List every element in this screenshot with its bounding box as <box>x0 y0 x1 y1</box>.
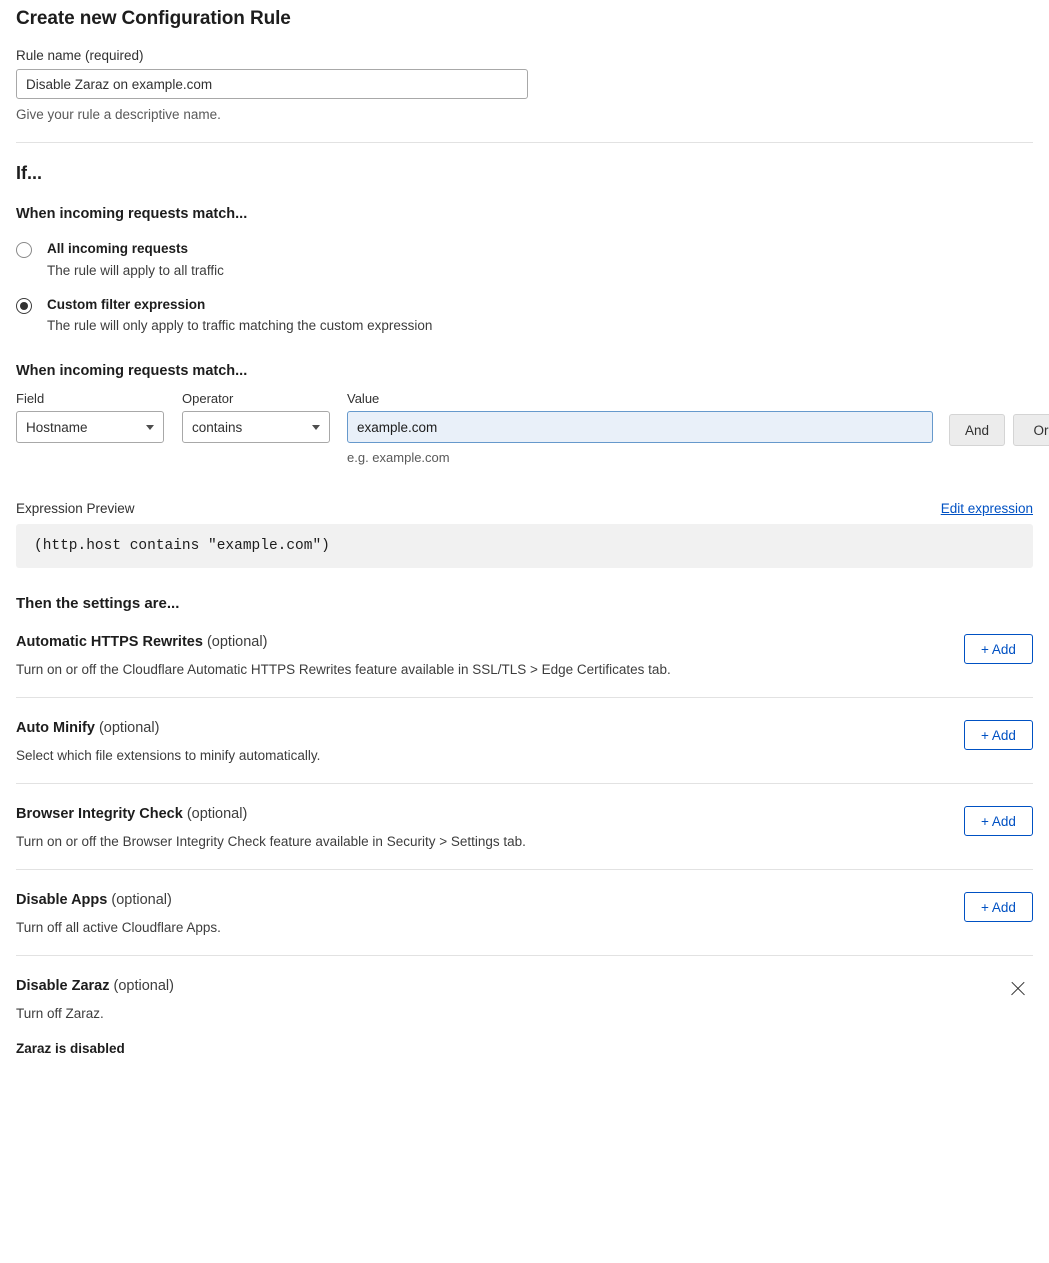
setting-description: Turn off all active Cloudflare Apps. <box>16 920 221 936</box>
setting-title-text: Disable Apps <box>16 892 108 909</box>
setting-optional-tag: (optional) <box>206 634 268 651</box>
setting-title <box>16 978 1033 994</box>
or-button[interactable]: Or <box>1013 414 1049 446</box>
expression-builder-row <box>16 391 1049 466</box>
setting-title <box>16 720 1033 736</box>
radio-custom-desc: The rule will only apply to traffic matching the custom expression <box>47 318 433 334</box>
setting-title-text: Disable Zaraz <box>16 978 110 995</box>
match-heading: When incoming requests match... <box>16 206 248 222</box>
radio-all-title: All incoming requests <box>47 241 189 256</box>
setting-disable-zaraz <box>16 956 1033 1076</box>
operator-column <box>182 391 330 443</box>
radio-icon-custom[interactable] <box>16 298 32 314</box>
setting-disable-apps <box>16 870 1033 956</box>
setting-title-text: Browser Integrity Check <box>16 806 183 823</box>
setting-description: Turn off Zaraz. <box>16 1006 104 1022</box>
radio-icon-all[interactable] <box>16 242 32 258</box>
add-button[interactable]: + Add <box>964 892 1033 922</box>
setting-description: Turn on or off the Browser Integrity Check feature available in Security > Settings tab. <box>16 834 526 850</box>
then-heading: Then the settings are... <box>16 595 180 613</box>
divider-top <box>16 142 1033 143</box>
value-input[interactable] <box>347 411 933 443</box>
expression-preview-box: (http.host contains "example.com") <box>16 524 1033 568</box>
setting-title <box>16 892 1033 908</box>
setting-browser-integrity-check <box>16 784 1033 870</box>
add-button[interactable]: + Add <box>964 806 1033 836</box>
field-select[interactable] <box>16 411 164 443</box>
operator-select-value: contains <box>192 419 243 435</box>
setting-optional-tag: (optional) <box>186 806 248 823</box>
setting-title <box>16 634 1033 650</box>
rule-name-help: Give your rule a descriptive name. <box>16 107 221 122</box>
setting-auto-minify <box>16 698 1033 784</box>
rule-name-label: Rule name (required) <box>16 48 144 63</box>
setting-title <box>16 806 1033 822</box>
and-button[interactable]: And <box>949 414 1005 446</box>
setting-optional-tag: (optional) <box>113 978 174 995</box>
page-title: Create new Configuration Rule <box>16 8 291 29</box>
if-heading: If... <box>16 163 42 183</box>
field-label: Field <box>16 391 45 407</box>
add-button[interactable]: + Add <box>964 634 1033 664</box>
radio-custom-title: Custom filter expression <box>47 296 206 312</box>
chevron-down-icon <box>146 425 154 430</box>
setting-title-text: Automatic HTTPS Rewrites <box>16 634 203 651</box>
field-column <box>16 391 164 443</box>
value-help: e.g. example.com <box>347 450 450 466</box>
setting-optional-tag: (optional) <box>98 720 160 737</box>
status-badge: Zaraz is disabled <box>16 1041 125 1057</box>
setting-automatic-https-rewrites <box>16 612 1033 698</box>
rule-name-group <box>16 48 1033 122</box>
setting-description: Select which file extensions to minify automatically. <box>16 748 321 764</box>
edit-expression-link[interactable]: Edit expression <box>940 501 1033 517</box>
add-button[interactable]: + Add <box>964 720 1033 750</box>
expression-preview-label: Expression Preview <box>16 501 135 517</box>
radio-all-desc: The rule will apply to all traffic <box>47 262 224 278</box>
value-column <box>347 391 933 465</box>
expression-preview-header <box>16 501 1033 516</box>
value-label: Value <box>347 391 380 407</box>
setting-description: Turn on or off the Cloudflare Automatic HTTPS Rewrites feature available in SSL/TLS > Edge Certificates tab. <box>16 662 671 678</box>
radio-custom-filter-expression[interactable] <box>16 296 1033 334</box>
rule-name-input[interactable] <box>16 69 528 99</box>
chevron-down-icon <box>312 425 320 430</box>
close-icon[interactable] <box>1007 978 1029 1000</box>
setting-title-text: Auto Minify <box>16 720 95 737</box>
expression-builder-heading: When incoming requests match... <box>16 363 248 380</box>
field-select-value: Hostname <box>26 419 88 435</box>
operator-label: Operator <box>182 391 234 407</box>
operator-select[interactable] <box>182 411 330 443</box>
radio-all-incoming-requests[interactable] <box>16 240 1033 278</box>
setting-optional-tag: (optional) <box>111 892 172 909</box>
